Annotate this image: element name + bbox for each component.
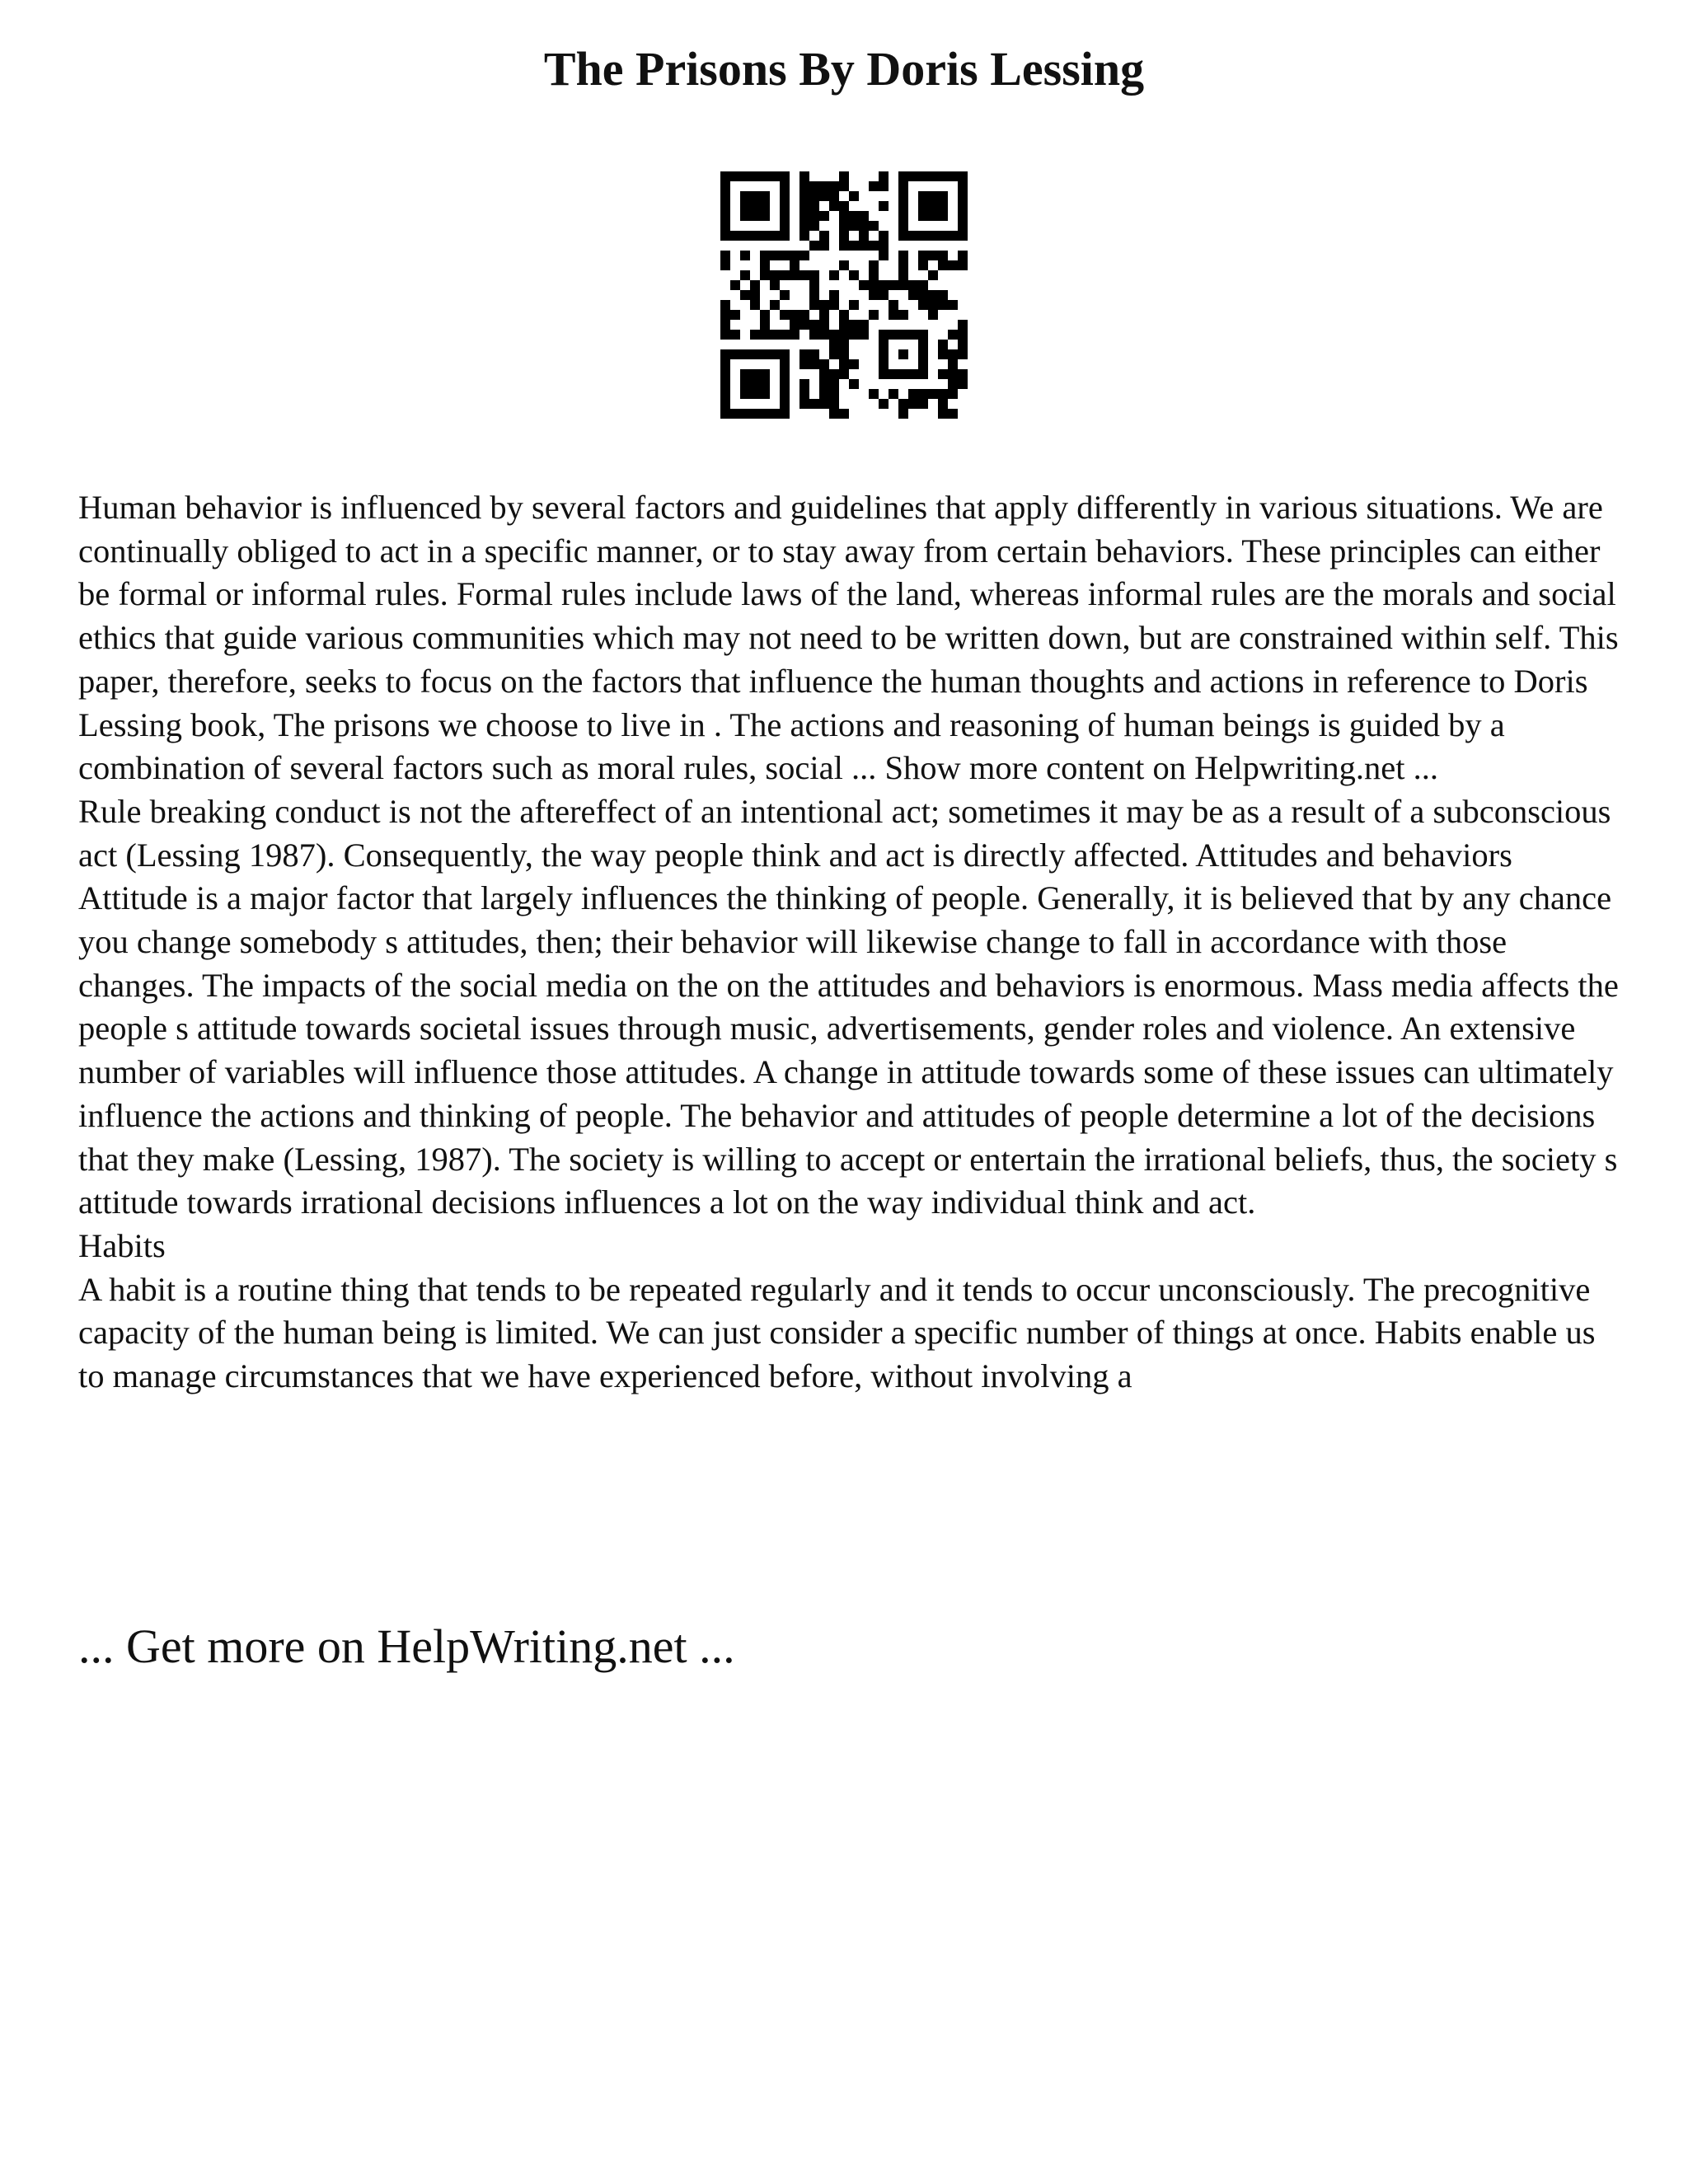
document-title: The Prisons By Doris Lessing (543, 42, 1145, 96)
paragraph-intro: Human behavior is influenced by several factors and guidelines that apply differently in various situations. We are continually obliged to act in a specific manner, or to stay away from certain behaviors. These principles can either be formal or informal rules. Formal rules include laws of the land, whereas informal rules are the morals and social ethics that guide various communities which may not need to be written down, but are constrained within self. This paper, therefore, seeks to focus on the factors that influence the human thoughts and actions in reference to Doris Lessing book, The prisons we choose to live in . The actions and reasoning of human beings is guided by a combination of several factors such as moral rules, social ... Show more content on Helpwriting.net ... (78, 489, 1619, 787)
paragraph-rule-breaking: Rule breaking conduct is not the aftereffect of an intentional act; sometimes it may be as a result of a subconscious act (Lessing 1987). Consequently, the way people think and act is directly affected. Attitudes and behaviors Attitude is a major factor that largely influences the thinking of people. Generally, it is believed that by any chance you change somebody s attitudes, then; their behavior will likewise change to fall in accordance with those changes. The impacts of the social media on the on the attitudes and behaviors is enormous. Mass media affects the people s attitude towards societal issues through music, advertisements, gender roles and violence. An extensive number of variables will influence those attitudes. A change in attitude towards some of these issues can ultimately influence the actions and thinking of people. The behavior and attitudes of people determine a lot of the decisions that they make (Lessing, 1987). The society is willing to accept or entertain the irrational beliefs, thus, the society s attitude towards irrational decisions influences a lot on the way individual think and act. (78, 792, 1619, 1221)
get-more-link[interactable]: ... Get more on HelpWriting.net ... (78, 1619, 735, 1673)
qr-code-icon (720, 171, 968, 419)
document-body (78, 486, 1620, 1399)
section-heading-habits: Habits (78, 1226, 166, 1264)
paragraph-habits: A habit is a routine thing that tends to be repeated regularly and it tends to occur unconsciously. The precognitive capacity of the human being is limited. We can just consider a specific number of things at once. Habits enable us to manage circumstances that we have experienced before, without involving a (78, 1270, 1596, 1395)
